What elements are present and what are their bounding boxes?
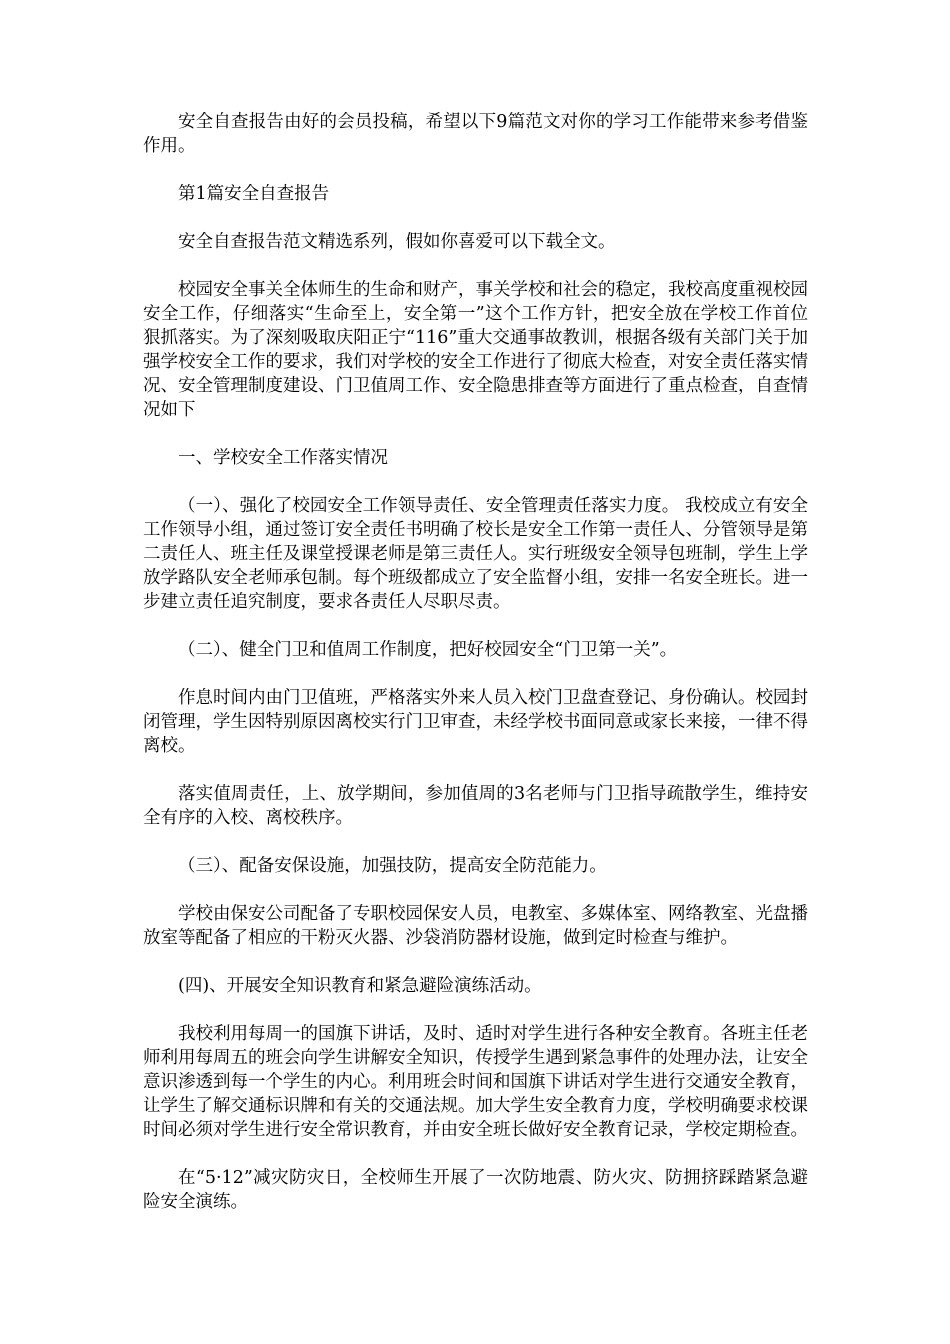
intro-paragraph: 安全自查报告由好的会员投稿，希望以下9篇范文对你的学习工作能带来参考借鉴作用。 [143,112,808,156]
body-paragraph: 我校利用每周一的国旗下讲话，及时、适时对学生进行各种安全教育。各班主任老师利用每周五的班会向学生讲解安全知识，传授学生遇到紧急事件的处理办法，让安全意识渗透到每一个学生的内心。利用班会时间和国旗下讲话对学生进行交通安全教育，让学生了解交通标识牌和有关的交通法规。加大学生安全教育力度，学校明确要求校课时间必须对学生进行安全常识教育，并由安全班长做好安全教育记录，学校定期检查。 [143,1024,808,1140]
body-paragraph: 学校由保安公司配备了专职校园保安人员，电教室、多媒体室、网络教室、光盘播放室等配备了相应的干粉灭火器、沙袋消防器材设施，做到定时检查与维护。 [143,904,808,948]
overview-paragraph: 校园安全事关全体师生的生命和财产，事关学校和社会的稳定，我校高度重视校园安全工作，仔细落实“生命至上，安全第一”这个工作方针，把安全放在学校工作首位狠抓落实。为了深刻吸取庆阳正宁“116”重大交通事故教训，根据各级有关部门关于加强学校安全工作的要求，我们对学校的安全工作进行了彻底大检查，对安全责任落实情况、安全管理制度建设、门卫值周工作、安全隐患排查等方面进行了重点检查，自查情况如下 [143,280,808,420]
subsection-paragraph-1: （一）、强化了校园安全工作领导责任、安全管理责任落实力度。 我校成立有安全工作领导小组，通过签订安全责任书明确了校长是安全工作第一责任人、分管领导是第二责任人、班主任及课堂授课老师是第三责任人。实行班级安全领导包班制，学生上学放学路队安全老师承包制。每个班级都成立了安全监督小组，安排一名安全班长。进一步建立责任追究制度，要求各责任人尽职尽责。 [143,496,808,612]
section-heading-1: 一、学校安全工作落实情况 [178,448,388,468]
subsection-heading-4: (四)、开展安全知识教育和紧急避险演练活动。 [178,976,542,996]
body-paragraph: 在“5·12”减灾防灾日，全校师生开展了一次防地震、防火灾、防拥挤踩踏紧急避险安全演练。 [143,1168,808,1212]
series-note-paragraph: 安全自查报告范文精选系列，假如你喜爱可以下载全文。 [178,232,616,252]
body-paragraph: 作息时间内由门卫值班，严格落实外来人员入校门卫盘查登记、身份确认。校园封闭管理，学生因特别原因离校实行门卫审查，未经学校书面同意或家长来接，一律不得离校。 [143,688,808,756]
document-body [143,110,808,1238]
subsection-heading-3: （三）、配备安保设施，加强技防，提高安全防范能力。 [178,856,607,876]
subsection-heading-2: （二）、健全门卫和值周工作制度，把好校园安全“门卫第一关”。 [178,640,678,660]
body-paragraph: 落实值周责任，上、放学期间，参加值周的3名老师与门卫指导疏散学生，维持安全有序的入校、离校秩序。 [143,784,808,828]
article-heading: 第1篇安全自查报告 [178,184,330,204]
